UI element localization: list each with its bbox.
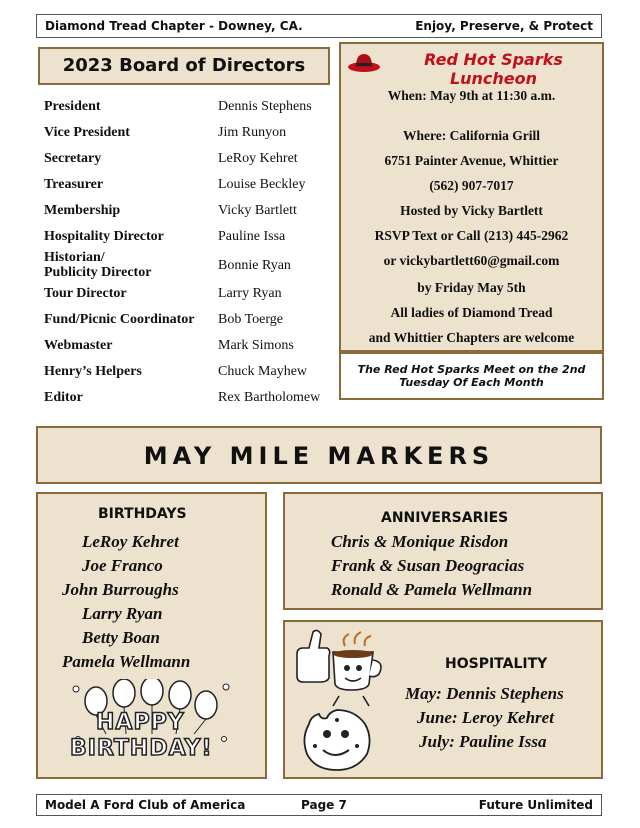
birthday-name: Larry Ryan [82, 604, 163, 623]
luncheon-title: Red Hot Sparks Luncheon [424, 50, 563, 88]
luncheon-box [339, 42, 604, 352]
birthday-name: Pamela Wellmann [62, 652, 191, 671]
birthday-name: Betty Boan [82, 628, 160, 647]
birthday-name: LeRoy Kehret [82, 532, 179, 551]
luncheon-line: by Friday May 5th [417, 280, 526, 295]
board-name: Rex Bartholomew [218, 390, 321, 405]
luncheon-line: When: May 9th at 11:30 a.m. [387, 88, 556, 103]
anniversary-name: Ronald & Pamela Wellmann [331, 580, 533, 599]
board-name: Vicky Bartlett [218, 203, 297, 218]
luncheon-line: 6751 Painter Avenue, Whittier [384, 153, 559, 168]
header-motto: Enjoy, Preserve, & Protect [415, 19, 593, 33]
board-name: Louise Beckley [218, 177, 306, 192]
board-role: Hospitality Director [44, 229, 164, 244]
page-footer [36, 794, 602, 816]
anniversary-name: Frank & Susan Deogracias [331, 556, 525, 575]
hospitality-line: May: Dennis Stephens [405, 684, 564, 703]
luncheon-line: All ladies of Diamond Tread [390, 305, 553, 320]
board-name: Bob Toerge [218, 312, 283, 327]
luncheon-line: and Whittier Chapters are welcome [368, 330, 575, 345]
board-name: Bonnie Ryan [218, 258, 291, 273]
hospitality-heading: HOSPITALITY [445, 656, 548, 672]
board-role: Tour Director [44, 286, 127, 301]
red-hat-icon [347, 50, 381, 74]
board-role [44, 250, 151, 280]
luncheon-line: or vickybartlett60@gmail.com [383, 253, 560, 268]
board-name: Jim Runyon [218, 125, 287, 140]
page-header [36, 14, 602, 38]
board-name: Dennis Stephens [218, 99, 312, 114]
hospitality-line: June: Leroy Kehret [417, 708, 554, 727]
birthdays-heading: BIRTHDAYS [98, 506, 187, 522]
meeting-note-line: Tuesday Of Each Month [399, 376, 544, 389]
board-role: President [44, 99, 101, 114]
thumbs-up-coffee-icon [289, 626, 389, 708]
meeting-note-line: The Red Hot Sparks Meet on the 2nd [357, 363, 586, 376]
happy-birthday-art: BIRTHDAY! [70, 736, 213, 761]
birthday-name: Joe Franco [82, 556, 163, 575]
board-role: Membership [44, 203, 121, 218]
board-role-line: Historian/ [44, 250, 105, 265]
hospitality-box [283, 620, 603, 779]
footer-page-number: Page 7 [301, 798, 347, 812]
anniversaries-box [283, 492, 603, 610]
luncheon-line: (562) 907-7017 [429, 178, 514, 193]
board-role: Editor [44, 390, 83, 405]
luncheon-line: Where: California Grill [403, 128, 540, 143]
board-name: Chuck Mayhew [218, 364, 308, 379]
birthdays-box [36, 492, 267, 779]
board-name: Larry Ryan [218, 286, 282, 301]
footer-club: Model A Ford Club of America [45, 798, 246, 812]
board-role: Webmaster [44, 338, 113, 353]
cookie-icon [297, 706, 377, 774]
luncheon-line: RSVP Text or Call (213) 445-2962 [374, 228, 569, 243]
board-name: LeRoy Kehret [218, 151, 298, 166]
anniversary-name: Chris & Monique Risdon [331, 532, 509, 551]
luncheon-line: Hosted by Vicky Bartlett [400, 203, 543, 218]
board-name: Mark Simons [218, 338, 294, 353]
header-chapter: Diamond Tread Chapter - Downey, CA. [45, 19, 303, 33]
birthday-name: John Burroughs [62, 580, 179, 599]
board-role: Vice President [44, 125, 130, 140]
hospitality-line: July: Pauline Issa [419, 732, 547, 751]
board-role-line: Publicity Director [44, 265, 152, 280]
board-name: Pauline Issa [218, 229, 286, 244]
board-title: 2023 Board of Directors [38, 47, 330, 85]
board-role: Henry’s Helpers [44, 364, 142, 379]
meeting-note [339, 352, 604, 400]
happy-birthday-art: HAPPY [96, 710, 185, 735]
footer-theme: Future Unlimited [478, 798, 593, 812]
board-role: Fund/Picnic Coordinator [44, 312, 195, 327]
mile-markers-banner: MAY MILE MARKERS [36, 426, 602, 484]
board-role: Secretary [44, 151, 102, 166]
anniversaries-heading: ANNIVERSARIES [381, 510, 509, 526]
board-role: Treasurer [44, 177, 104, 192]
